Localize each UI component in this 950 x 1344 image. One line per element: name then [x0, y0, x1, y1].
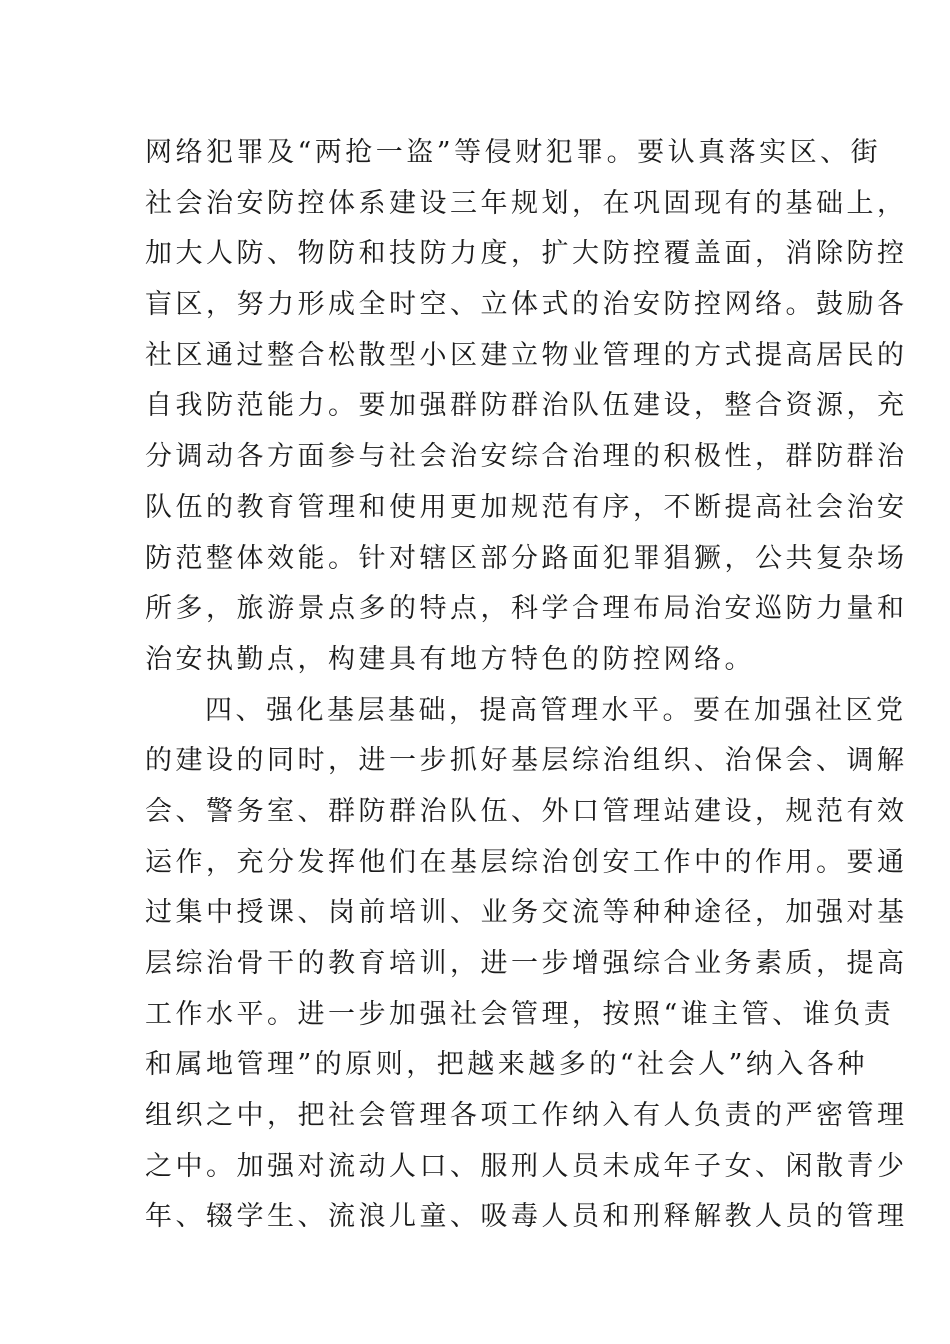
text-line: 队伍的教育管理和使用更加规范有序，不断提高社会治安 — [145, 491, 908, 523]
text-line: 防范整体效能。针对辖区部分路面犯罪猖獗，公共复杂场 — [145, 542, 908, 574]
text-line: 所多，旅游景点多的特点，科学合理布局治安巡防力量和 — [145, 593, 908, 625]
text-line: 社区通过整合松散型小区建立物业管理的方式提高居民的 — [145, 339, 908, 371]
text-line: 盲区，努力形成全时空、立体式的治安防控网络。鼓励各 — [145, 289, 908, 321]
text-line: 治安执勤点，构建具有地方特色的防控网络。 — [145, 643, 755, 675]
text-line: 加大人防、物防和技防力度，扩大防控覆盖面，消除防控 — [145, 238, 908, 270]
text-line: 之中。加强对流动人口、服刑人员未成年子女、闲散青少 — [145, 1150, 908, 1182]
body-text — [145, 128, 908, 1243]
text-line: 工作水平。进一步加强社会管理，按照“谁主管、谁负责 — [145, 998, 895, 1030]
text-line: 过集中授课、岗前培训、业务交流等种种途径，加强对基 — [145, 897, 908, 929]
text-line: 会、警务室、群防群治队伍、外口管理站建设，规范有效 — [145, 795, 908, 827]
text-line: 组织之中，把社会管理各项工作纳入有人负责的严密管理 — [145, 1100, 908, 1132]
text-line: 自我防范能力。要加强群防群治队伍建设，整合资源，充 — [145, 390, 908, 422]
text-line: 分调动各方面参与社会治安综合治理的积极性，群防群治 — [145, 441, 908, 473]
text-line: 运作，充分发挥他们在基层综治创安工作中的作用。要通 — [145, 846, 908, 878]
text-line: 社会治安防控体系建设三年规划，在巩固现有的基础上， — [145, 187, 908, 219]
text-line: 的建设的同时，进一步抓好基层综治组织、治保会、调解 — [145, 745, 908, 777]
text-line: 年、辍学生、流浪儿童、吸毒人员和刑释解教人员的管理 — [145, 1201, 908, 1233]
text-line: 和属地管理”的原则，把越来越多的“社会人”纳入各种 — [145, 1049, 868, 1081]
text-line: 网络犯罪及“两抢一盗”等侵财犯罪。要认真落实区、街 — [145, 137, 882, 168]
section-heading-line: 四、强化基层基础，提高管理水平。要在加强社区党 — [205, 694, 907, 726]
text-line: 层综治骨干的教育培训，进一步增强综合业务素质，提高 — [145, 948, 908, 979]
